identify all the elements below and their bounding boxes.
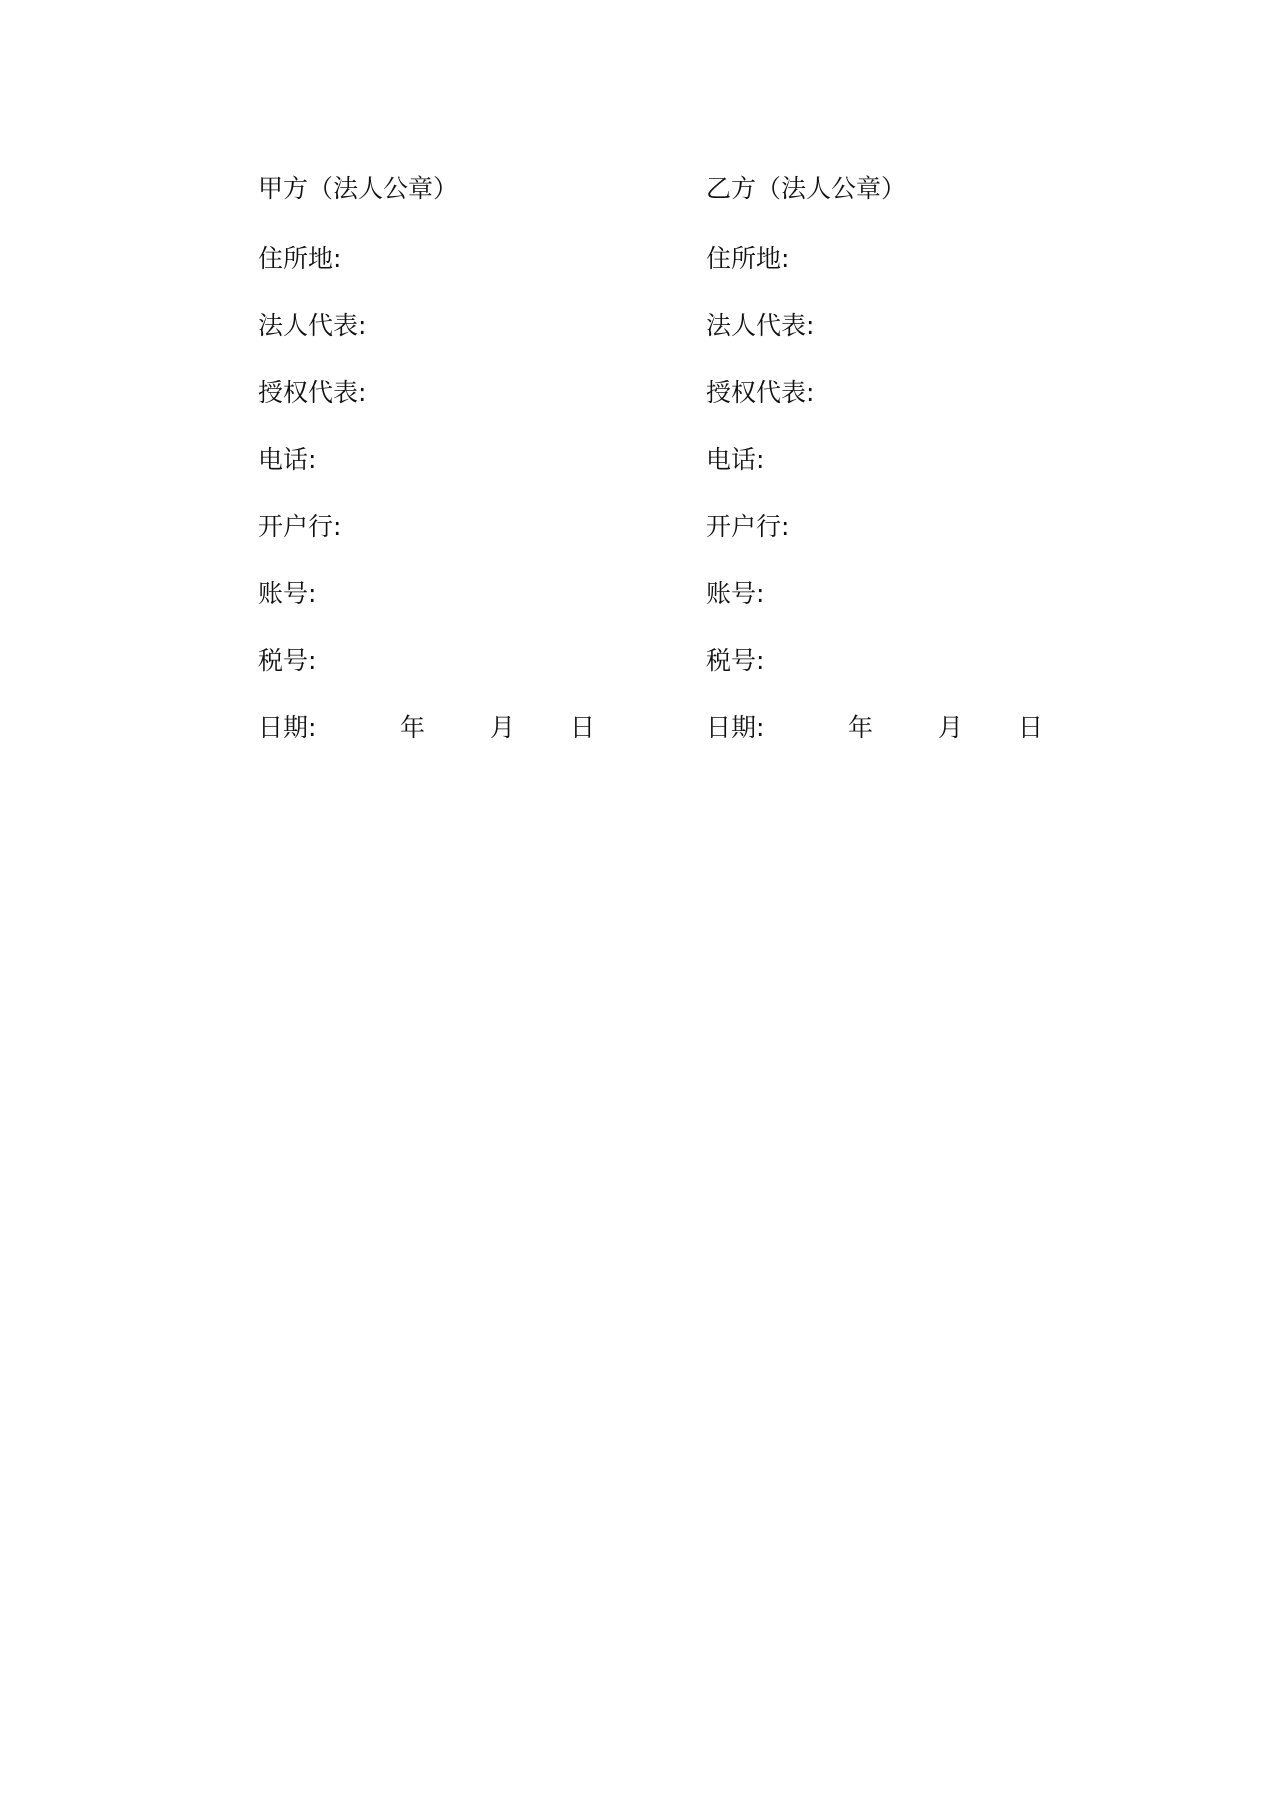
party-b-date-month: 月 <box>938 713 964 742</box>
party-a-legal-rep-label: 法人代表: <box>258 311 367 340</box>
party-a-date-year: 年 <box>400 713 426 742</box>
party-a-phone-label: 电话: <box>258 445 317 474</box>
party-a-date-label: 日期: <box>258 713 317 742</box>
party-b-date-label: 日期: <box>706 713 765 742</box>
party-a-date-month: 月 <box>490 713 516 742</box>
party-b-legal-rep-label: 法人代表: <box>706 311 815 340</box>
party-b-block <box>706 174 1086 743</box>
party-b-title: 乙方（法人公章） <box>706 174 907 203</box>
party-a-authorized-rep-label: 授权代表: <box>258 378 367 407</box>
party-a-block <box>258 174 638 743</box>
party-a-date-row <box>258 713 638 743</box>
party-b-account-label: 账号: <box>706 579 765 608</box>
party-b-bank-label: 开户行: <box>706 512 790 541</box>
party-a-title: 甲方（法人公章） <box>258 174 459 203</box>
party-a-address-label: 住所地: <box>258 244 342 273</box>
party-b-address-label: 住所地: <box>706 244 790 273</box>
party-b-tax-id-label: 税号: <box>706 646 765 675</box>
party-a-tax-id-label: 税号: <box>258 646 317 675</box>
party-a-bank-label: 开户行: <box>258 512 342 541</box>
party-a-date-day: 日 <box>570 713 596 742</box>
party-b-phone-label: 电话: <box>706 445 765 474</box>
party-b-date-day: 日 <box>1018 713 1044 742</box>
party-b-date-year: 年 <box>848 713 874 742</box>
party-b-date-row <box>706 713 1086 743</box>
party-b-authorized-rep-label: 授权代表: <box>706 378 815 407</box>
party-a-account-label: 账号: <box>258 579 317 608</box>
